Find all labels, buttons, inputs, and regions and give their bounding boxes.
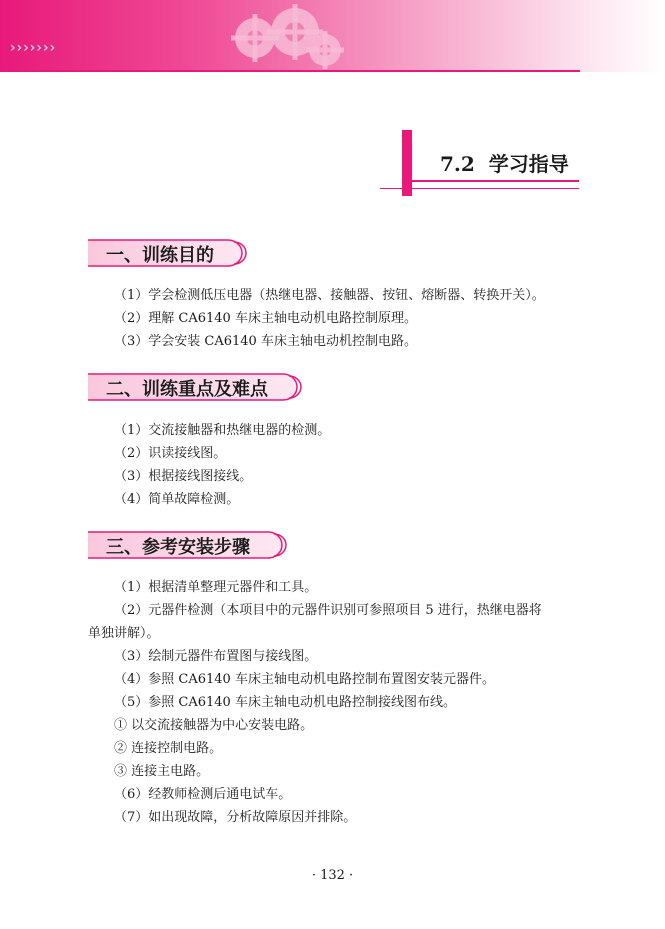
list-item: （5）参照 CA6140 车床主轴电动机电路控制接线图布线。 [114,695,456,710]
section-title [440,148,569,177]
list-item: （4）简单故障检测。 [114,492,240,507]
list-item: （4）参照 CA6140 车床主轴电动机电路控制布置图安装元器件。 [114,672,495,687]
list-item: （2）理解 CA6140 车床主轴电动机电路控制原理。 [114,311,417,326]
section-number: 7.2 [440,152,475,176]
list-item: （2）元器件检测（本项目中的元器件识别可参照项目 5 进行，热继电器将 [114,603,542,618]
list-item: ③ 连接主电路。 [114,764,210,779]
list-item: ① 以交流接触器为中心安装电路。 [114,718,314,733]
list-item: （7）如出现故障，分析故障原因并排除。 [114,810,357,825]
heading-text: 二、训练重点及难点 [106,379,268,400]
list-item: （3）根据接线图接线。 [114,469,253,484]
list-item: （3）学会安装 CA6140 车床主轴电动机控制电路。 [114,334,417,349]
page-number: · 132 · [311,868,354,883]
heading-block-1 [88,238,248,268]
heading-block-3 [88,530,288,560]
block-2-list [88,419,588,511]
list-item-continuation: 单独讲解）。 [88,626,160,641]
list-item: （1）学会检测低压电器（热继电器、接触器、按钮、熔断器、转换开关）。 [114,288,545,303]
block-1-list [88,284,588,353]
block-3-list [88,576,588,829]
list-item: ② 连接控制电路。 [114,741,223,756]
section-underline [412,180,579,182]
list-item: （6）经教师检测后通电试车。 [114,787,292,802]
heading-block-2 [88,372,303,402]
section-title-text: 学习指导 [488,152,569,176]
heading-text: 一、训练目的 [106,245,214,266]
gears-icon [225,0,345,72]
chevrons-icon: ››››››› [10,40,57,56]
section-underline-thin [380,188,579,189]
list-item: （3）绘制元器件布置图与接线图。 [114,649,318,664]
list-item: （2）识读接线图。 [114,446,227,461]
list-item: （1）交流接触器和热继电器的检测。 [114,423,331,438]
list-item: （1）根据清单整理元器件和工具。 [114,580,318,595]
section-bar [402,130,412,196]
heading-text: 三、参考安装步骤 [106,537,250,558]
